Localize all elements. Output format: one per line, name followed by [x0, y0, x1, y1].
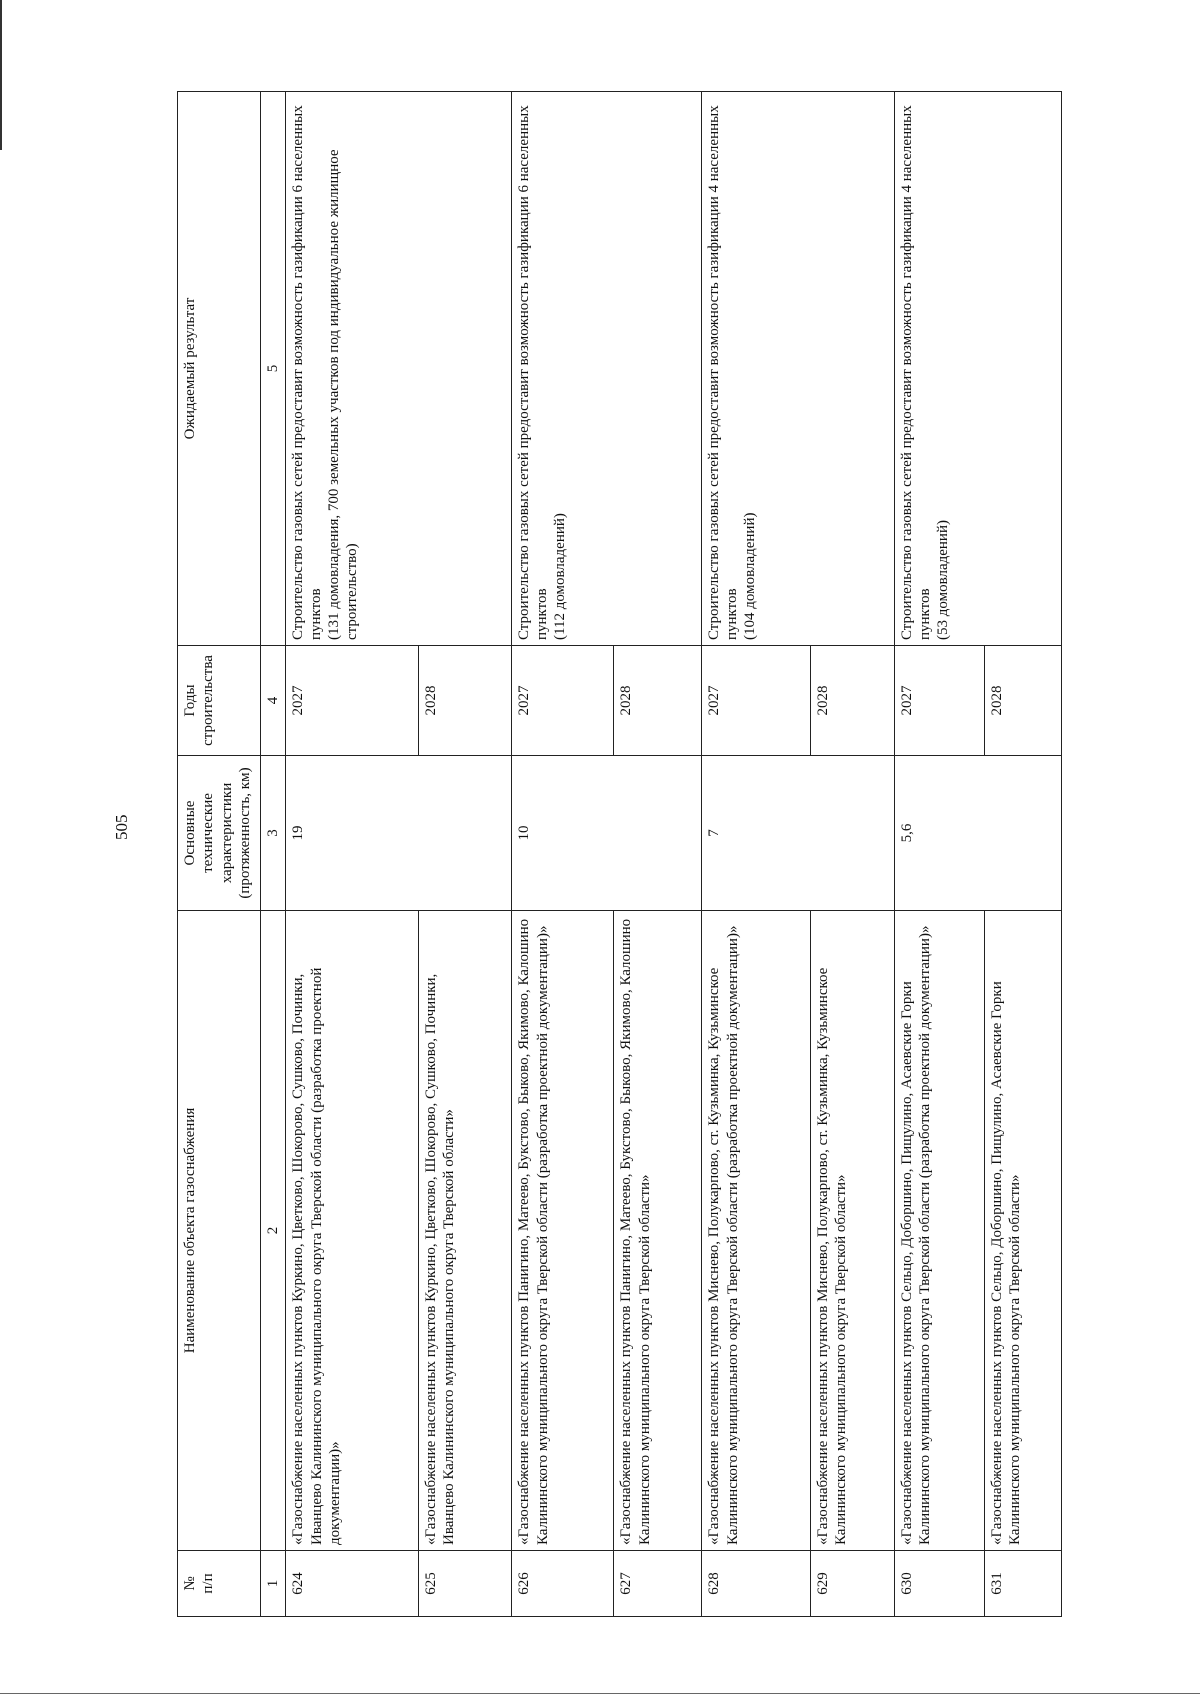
page-number: 505: [112, 814, 131, 840]
pipeline-length: 5,6: [894, 756, 1061, 911]
row-number: 631: [985, 1551, 1062, 1617]
object-name: «Газоснабжение населенных пунктов Миснево, Полукарпово, ст. Кузьминка, Кузьминское Калининского муниципального округа Тверской области (разработка проектной документации)»: [702, 911, 811, 1551]
gas-supply-table: [177, 91, 1062, 1617]
construction-year: 2027: [894, 646, 984, 756]
construction-year: 2028: [614, 646, 702, 756]
header-result: Ожидаемый результат: [178, 92, 261, 646]
object-name: «Газоснабжение населенных пунктов Сельцо, Доборшино, Пищулино, Асаевские Горки Калининского муниципального округа Тверской области (разработка проектной документации)»: [894, 911, 984, 1551]
table-row: [512, 92, 614, 1617]
construction-year: 2027: [512, 646, 614, 756]
table-row: [286, 92, 418, 1617]
construction-year: 2028: [985, 646, 1062, 756]
column-number: 3: [261, 756, 286, 911]
object-name: «Газоснабжение населенных пунктов Панигино, Матеево, Букстово, Быково, Якимово, Калошино Калининского муниципального округа Тверской области»: [614, 911, 702, 1551]
rotated-table-wrapper: [177, 92, 1062, 1617]
expected-result: Строительство газовых сетей предоставит возможность газификации 4 населенных пунктов (104 домовладений): [702, 92, 894, 646]
scan-margin-line: [0, 0, 2, 150]
expected-result: Строительство газовых сетей предоставит возможность газификации 6 населенных пунктов (112 домовладений): [512, 92, 702, 646]
header-technical: Основные технические характеристики (протяженность, км): [178, 756, 261, 911]
row-number: 625: [418, 1551, 512, 1617]
column-number: 5: [261, 92, 286, 646]
row-number: 624: [286, 1551, 418, 1617]
object-name: «Газоснабжение населенных пунктов Куркино, Цветково, Шокорово, Сушково, Починки, Иванцево Калининского муниципального округа Тверской области»: [418, 911, 512, 1551]
object-name: «Газоснабжение населенных пунктов Сельцо, Доборшино, Пищулино, Асаевские Горки Калининского муниципального округа Тверской области»: [985, 911, 1062, 1551]
column-number: 2: [261, 911, 286, 1551]
table-row: [894, 92, 984, 1617]
construction-year: 2027: [702, 646, 811, 756]
object-name: «Газоснабжение населенных пунктов Панигино, Матеево, Букстово, Быково, Якимово, Калошино Калининского муниципального округа Тверской области (разработка проектной документации)»: [512, 911, 614, 1551]
column-number: 1: [261, 1551, 286, 1617]
expected-result: Строительство газовых сетей предоставит возможность газификации 6 населенных пунктов (131 домовладения, 700 земельных участков под индивидуальное жилищное строительство): [286, 92, 512, 646]
pipeline-length: 19: [286, 756, 512, 911]
row-number: 629: [810, 1551, 894, 1617]
object-name: «Газоснабжение населенных пунктов Куркино, Цветково, Шокорово, Сушково, Починки, Иванцево Калининского муниципального округа Тверской области (разработка проектной документации)»: [286, 911, 418, 1551]
header-number: № п/п: [178, 1551, 261, 1617]
construction-year: 2027: [286, 646, 418, 756]
object-name: «Газоснабжение населенных пунктов Миснево, Полукарпово, ст. Кузьминка, Кузьминское Калининского муниципального округа Тверской области»: [810, 911, 894, 1551]
row-number: 628: [702, 1551, 811, 1617]
pipeline-length: 7: [702, 756, 894, 911]
row-number: 627: [614, 1551, 702, 1617]
table-row: [702, 92, 811, 1617]
row-number: 626: [512, 1551, 614, 1617]
expected-result: Строительство газовых сетей предоставит возможность газификации 4 населенных пунктов (53 домовладений): [894, 92, 1061, 646]
row-number: 630: [894, 1551, 984, 1617]
column-number: 4: [261, 646, 286, 756]
pipeline-length: 10: [512, 756, 702, 911]
construction-year: 2028: [418, 646, 512, 756]
header-years: Годы строительства: [178, 646, 261, 756]
header-name: Наименование объекта газоснабжения: [178, 911, 261, 1551]
construction-year: 2028: [810, 646, 894, 756]
scan-bottom-line: [0, 1693, 1200, 1694]
